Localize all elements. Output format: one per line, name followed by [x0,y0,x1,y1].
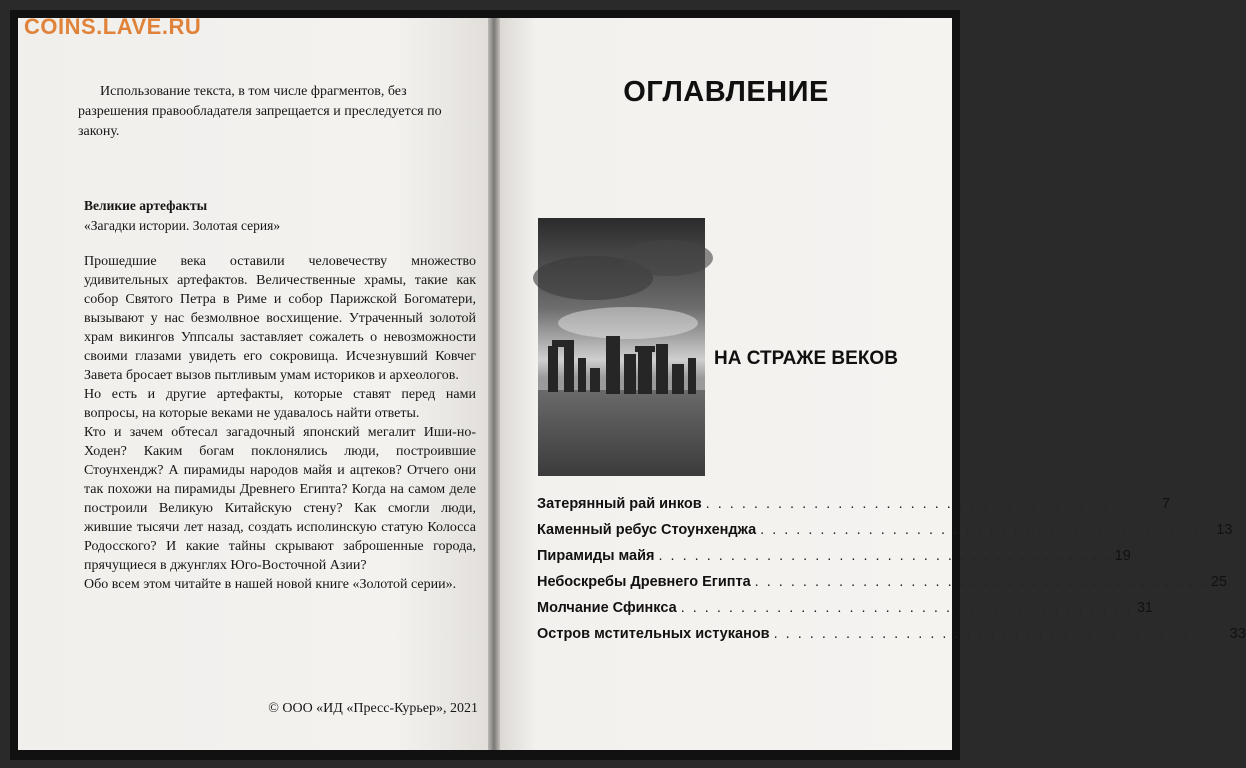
toc-entry-page: 19 [1114,548,1131,564]
annotation-text [84,252,476,594]
toc-entry-page: 33 [1229,626,1246,642]
copyright-line: © ООО «ИД «Пресс-Курьер», 2021 [268,701,478,716]
toc-entry[interactable] [537,522,1233,548]
site-watermark: COINS.LAVE.RU [24,14,202,39]
toc-entry-title: Молчание Сфинкса [537,600,677,616]
series-name: «Загадки истории. Золотая серия» [84,218,281,233]
stonehenge-image [538,218,705,476]
stonehenge-photo [538,218,705,476]
toc-entry[interactable] [537,496,1170,522]
toc-entry-title: Каменный ребус Стоунхенджа [537,522,757,538]
toc-entry-page: 31 [1136,600,1153,616]
toc-entry[interactable] [537,548,1131,574]
paragraph: Прошедшие века оставили человечеству множество удивительных артефактов. Величественные храмы, такие как собор Святого Петра в Риме и собор Парижской Богоматери, вызывают у нас безмолвное восхищение. Утраченный золотой храм викингов Уппсалы заставляет сожалеть о невозможности своими глазами увидеть его сокровища. Исчезнувший Ковчег Завета бросает вызов пытливым умам историков и археологов. [84,254,476,383]
paragraph: Кто и зачем обтесал загадочный японский мегалит Иши-но-Ходен? Каким богам поклонялись люди, построившие Стоунхендж? А пирамиды народов майя и ацтеков? Отчего они так похожи на пирамиды Древнего Египта? Когда на самом деле построили Великую Китайскую стену? Как смогли люди, жившие тысячи лет назад, создать исполинскую статую Колосса Родосского? И какие тайны скрывают заброшенные города, прячущиеся в джунглях Юго-Восточной Азии? [84,425,476,573]
left-page [18,18,488,750]
paragraph: Обо всем этом читайте в нашей новой книге «Золотой серии». [84,577,457,592]
toc-entry-page: 25 [1210,574,1227,590]
toc-entry-title: Пирамиды майя [537,548,655,564]
toc-leader-dots: . . . . . . . . . . . . . . . . . . . . . . . . . . . . . . . . . . . . . . [680,600,1133,616]
toc-entry[interactable] [537,600,1153,626]
paragraph: Но есть и другие артефакты, которые ставят перед нами вопросы, на которые веками не удавалось найти ответы. [84,387,476,421]
toc-entry-title: Небоскребы Древнего Египта [537,574,751,590]
toc-entry[interactable] [537,626,1246,652]
legal-notice [78,82,478,142]
book-title: Великие артефакты [84,198,208,213]
legal-notice-text: Использование текста, в том числе фрагментов, без разрешения правообладателя запрещается и преследуется по закону. [78,84,442,139]
toc-leader-dots: . . . . . . . . . . . . . . . . . . . . . . . . . . . . . . . . . . . . . . [658,548,1111,564]
right-page [500,18,1246,750]
toc-leader-dots: . . . . . . . . . . . . . . . . . . . . . . . . . . . . . . . . . . . . . . [754,574,1207,590]
table-of-contents [537,496,1246,652]
toc-leader-dots: . . . . . . . . . . . . . . . . . . . . . . . . . . . . . . . . . . . . . . [760,522,1213,538]
toc-heading: ОГЛАВЛЕНИЕ [623,76,829,108]
toc-entry-title: Остров мстительных истуканов [537,626,770,642]
section-title: НА СТРАЖЕ ВЕКОВ [714,348,898,369]
toc-entry-page: 13 [1216,522,1233,538]
toc-entry-title: Затерянный рай инков [537,496,702,512]
book-info [84,196,474,236]
toc-entry[interactable] [537,574,1227,600]
book-spread [10,10,1246,760]
toc-leader-dots: . . . . . . . . . . . . . . . . . . . . . . . . . . . . . . . . . . . . . . [773,626,1226,642]
toc-leader-dots: . . . . . . . . . . . . . . . . . . . . . . . . . . . . . . . . . . . . . . [705,496,1158,512]
book-gutter [488,18,500,750]
toc-entry-page: 7 [1161,496,1170,512]
